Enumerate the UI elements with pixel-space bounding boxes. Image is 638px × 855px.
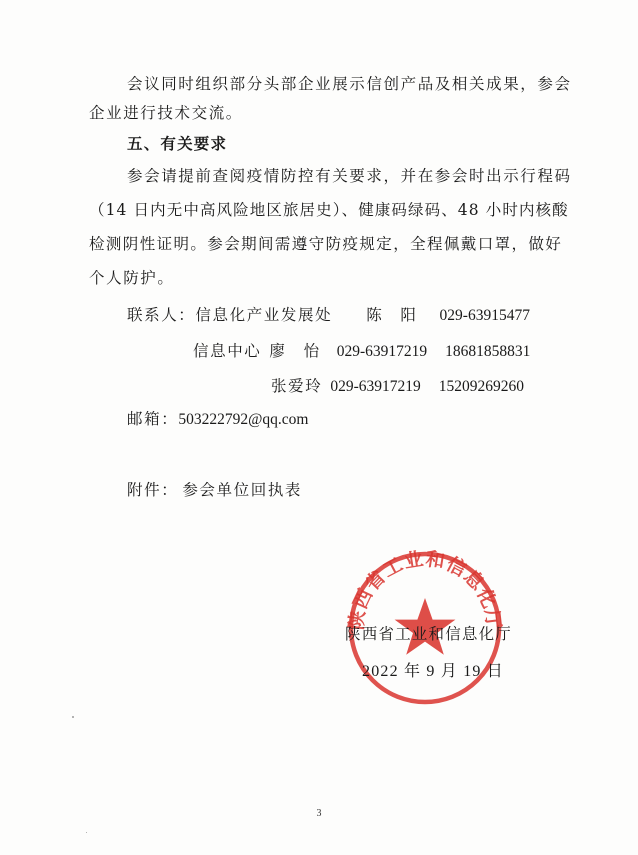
- seal-text: 陕西省工业和信息化厅: [345, 548, 505, 631]
- page-number: 3: [316, 808, 322, 819]
- signature-date: 2022 年 9 月 19 日: [362, 663, 505, 680]
- section-5-heading: 五、有关要求: [127, 135, 228, 153]
- email-label: 邮箱：: [127, 410, 179, 428]
- attachment-row: [127, 480, 302, 500]
- paragraph-2-line-3: 检测阴性证明。参会期间需遵守防疫规定，全程佩戴口罩，做好: [89, 235, 563, 253]
- contact-row-2: [193, 341, 530, 362]
- contact-row-1: [127, 305, 530, 326]
- attachment-label: 附件：: [127, 481, 179, 499]
- contact-name-2: 廖 怡: [269, 342, 321, 360]
- email-address[interactable]: 503222792@qq.com: [178, 411, 309, 428]
- scan-speck: [72, 716, 74, 718]
- contact-mobile-2: 18681858831: [445, 343, 531, 360]
- contact-phone-2: 029-63917219: [336, 343, 428, 360]
- contact-phone-1: 029-63915477: [439, 307, 530, 324]
- attachment-name: 参会单位回执表: [182, 481, 303, 499]
- contact-name-1: 陈 阳: [366, 306, 418, 324]
- paragraph-1-line-2: 企业进行技术交流。: [89, 104, 243, 122]
- contact-mobile-3: 15209269260: [438, 378, 524, 395]
- contact-phone-3: 029-63917219: [330, 378, 421, 395]
- signature-org: 陕西省工业和信息化厅: [345, 625, 513, 643]
- contact-dept-1: 信息化产业发展处: [195, 306, 333, 324]
- contact-dept-2: 信息中心: [193, 342, 262, 360]
- email-row: [127, 409, 308, 430]
- paragraph-1-line-1: 会议同时组织部分头部企业展示信创产品及相关成果，参会: [127, 75, 572, 93]
- paragraph-2-line-1: 参会请提前查阅疫情防控有关要求，并在参会时出示行程码: [127, 167, 572, 185]
- scan-speck: [86, 832, 87, 833]
- paragraph-2-line-2: （14 日内无中高风险地区旅居史）、健康码绿码、48 小时内核酸: [89, 201, 569, 219]
- paragraph-2-line-4: 个人防护。: [89, 269, 175, 287]
- contact-row-3: [271, 376, 524, 397]
- contact-name-3: 张爱玲: [271, 377, 323, 395]
- contacts-label: 联系人：: [127, 306, 196, 324]
